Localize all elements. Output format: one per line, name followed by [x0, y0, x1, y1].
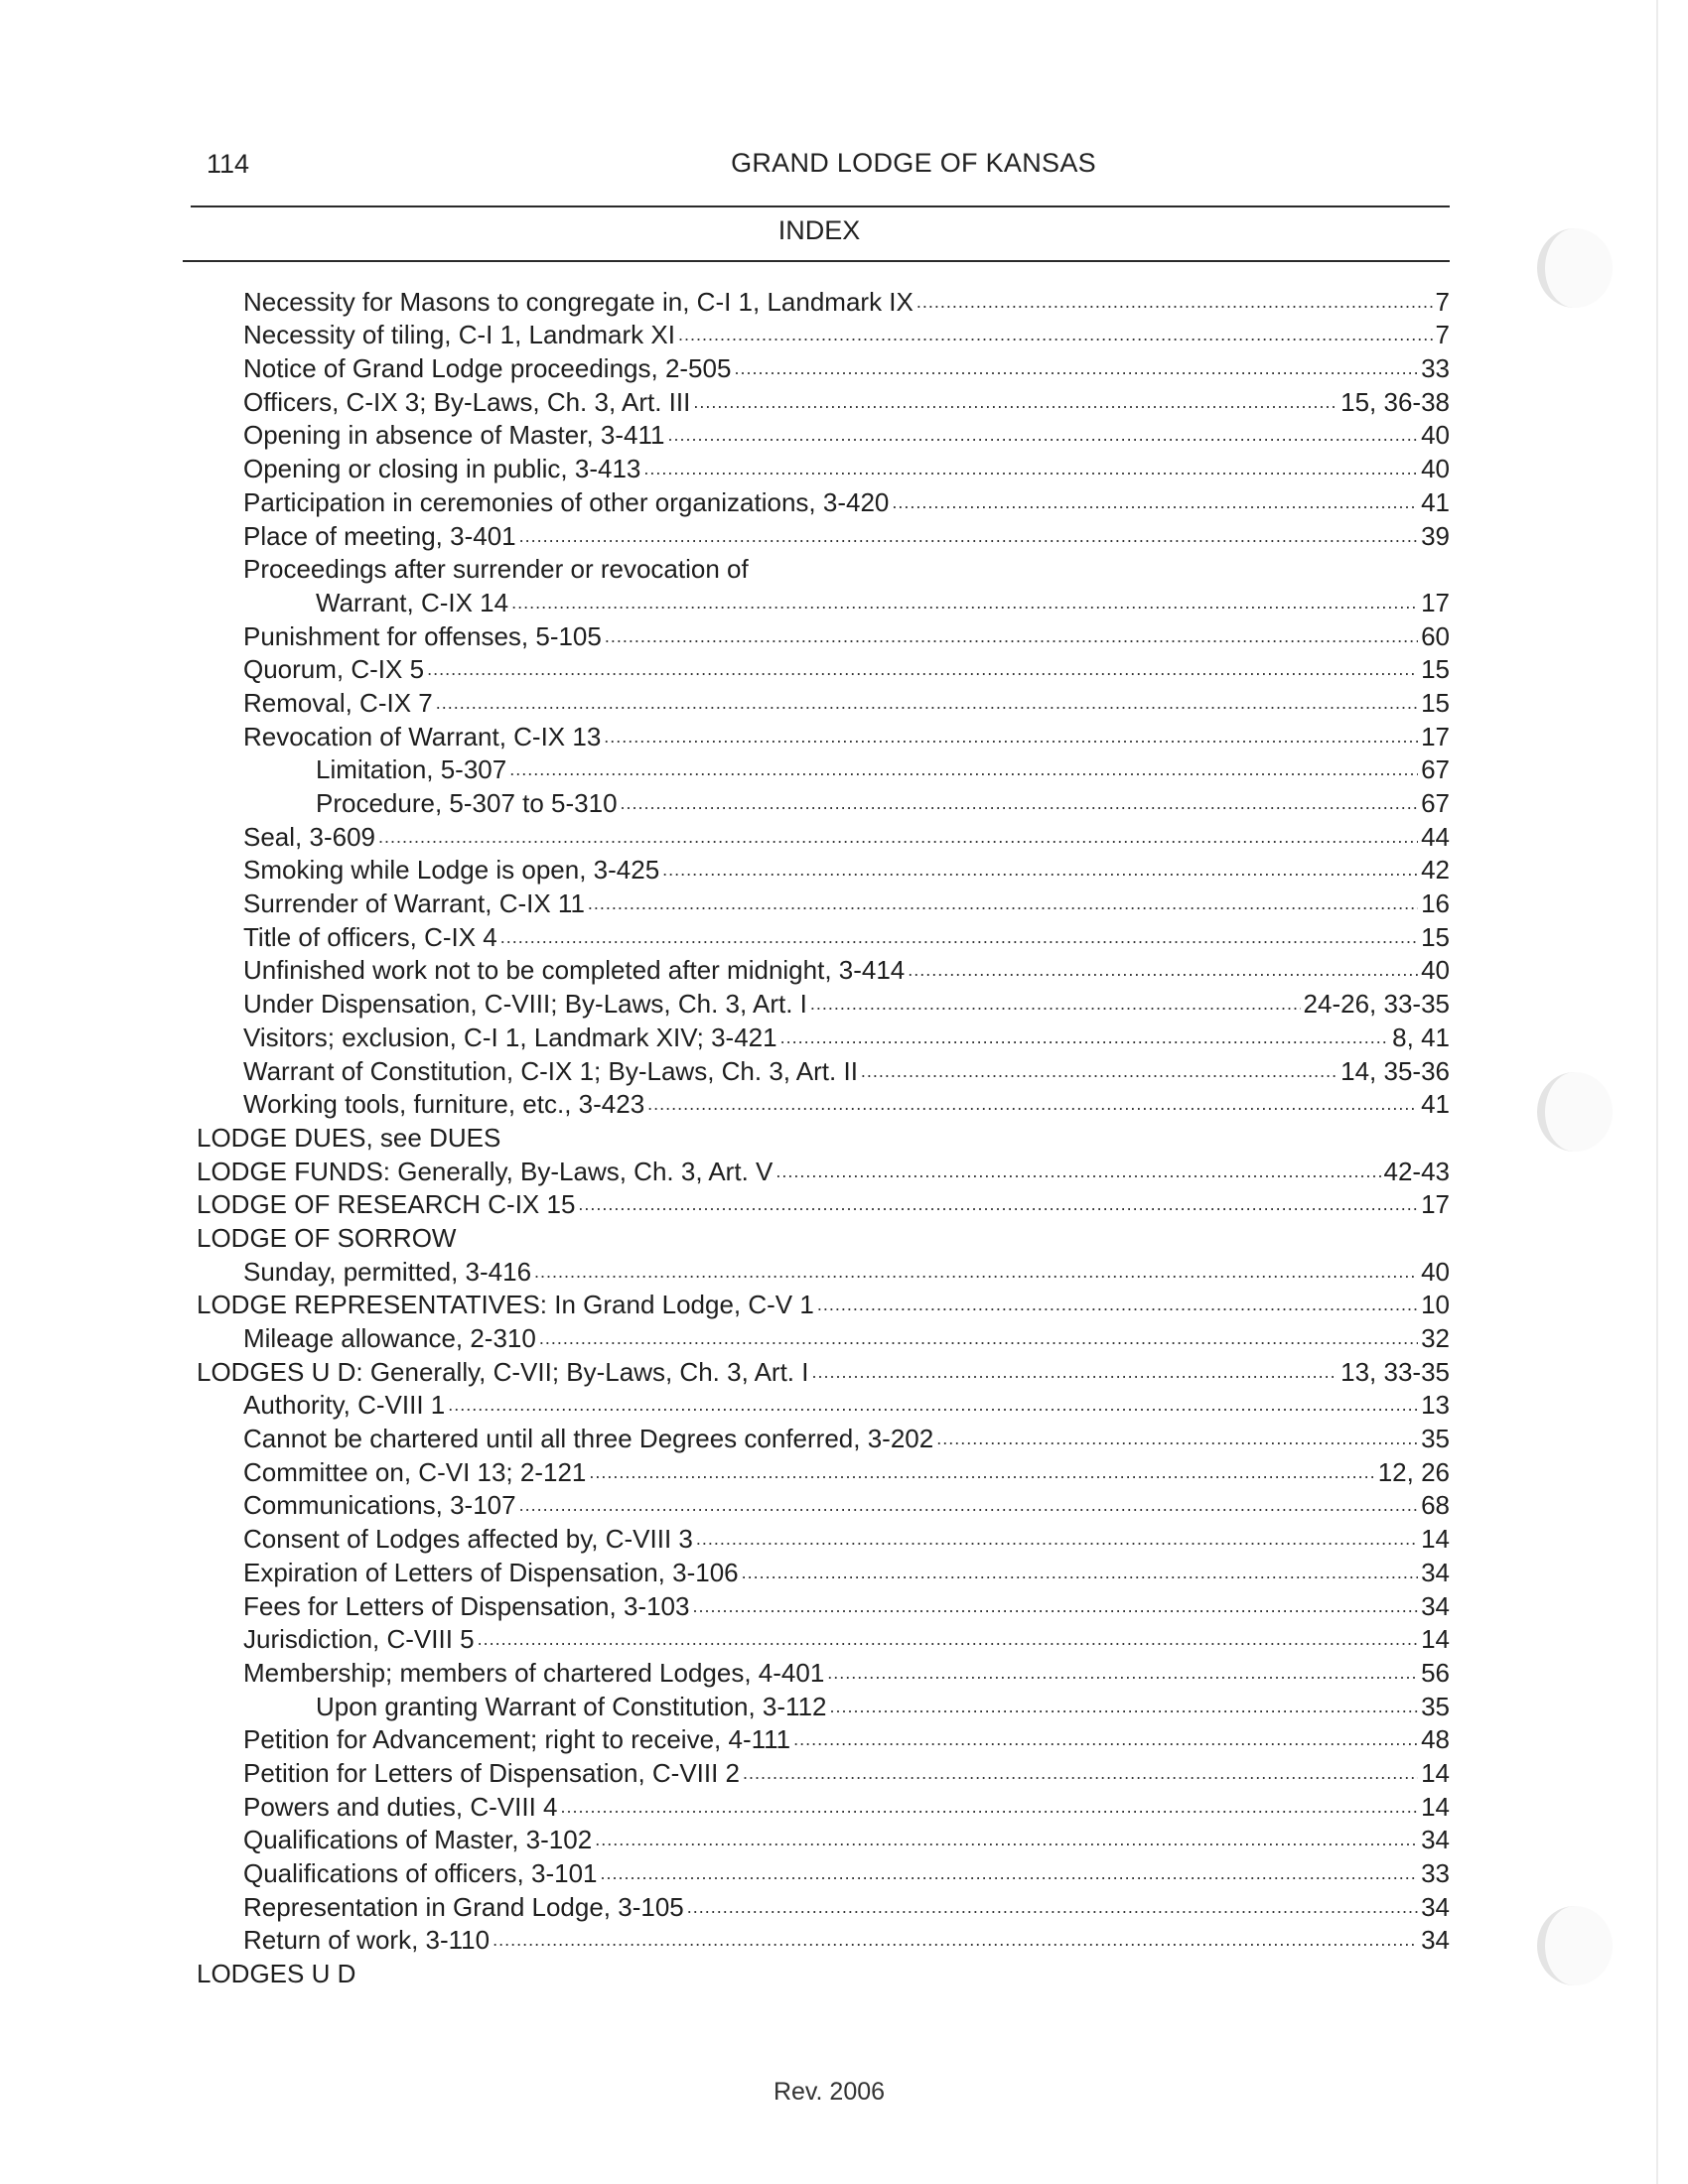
index-entry	[0, 1387, 1450, 1421]
index-entry	[0, 1287, 1450, 1320]
index-entry	[0, 718, 1450, 751]
index-entry	[0, 1788, 1450, 1822]
dot-leader	[817, 1294, 1418, 1319]
index-entry	[0, 1319, 1450, 1353]
dot-leader	[830, 1696, 1419, 1721]
index-entry-text: Fees for Letters of Dispensation, 3-103	[243, 1590, 690, 1621]
index-entry	[0, 1453, 1450, 1487]
index-entry-text: Participation in ceremonies of other organizations, 3-420	[243, 486, 890, 517]
index-entry-text: Title of officers, C-IX 4	[243, 921, 497, 952]
index-entry-text: Petition for Letters of Dispensation, C-VIII 2	[243, 1757, 741, 1788]
index-entry-page: 41	[1421, 1089, 1450, 1120]
index-entry-page: 67	[1421, 788, 1450, 818]
index-entry-page: 7	[1435, 320, 1450, 350]
index-entry	[0, 450, 1450, 483]
index-entry	[0, 1086, 1450, 1120]
index-entry-text: Unfinished work not to be completed after midnight, 3-414	[243, 955, 906, 986]
index-entry	[0, 1019, 1450, 1052]
index-entry-text: LODGES U D: Generally, C-VII; By-Laws, Ch. 3, Art. I	[197, 1356, 809, 1387]
index-entry-text: Necessity of tiling, C-I 1, Landmark XI	[243, 320, 675, 350]
dot-leader	[936, 1428, 1418, 1453]
index-entry	[0, 1520, 1450, 1554]
dot-leader	[604, 726, 1418, 751]
dot-leader	[511, 592, 1418, 617]
index-entry-page: 10	[1421, 1290, 1450, 1320]
index-entry	[0, 1554, 1450, 1587]
index-entry	[0, 1721, 1450, 1755]
index-entry-page: 35	[1421, 1424, 1450, 1454]
index-entry-page: 15	[1421, 654, 1450, 685]
index-entry	[0, 985, 1450, 1019]
index-entry-page: 13	[1421, 1390, 1450, 1421]
index-entry	[0, 1955, 1450, 1988]
index-entry-page: 44	[1421, 821, 1450, 852]
index-entry	[0, 517, 1450, 551]
index-entry	[0, 1420, 1450, 1453]
dot-leader	[643, 458, 1418, 483]
index-entry-text: Under Dispensation, C-VIII; By-Laws, Ch. 3, Art. I	[243, 989, 807, 1020]
index-entry	[0, 283, 1450, 317]
index-entry-text: Procedure, 5-307 to 5-310	[316, 788, 618, 818]
index-entry-text: Return of work, 3-110	[243, 1925, 491, 1956]
index-entry	[0, 1219, 1450, 1253]
index-entry-text: LODGE REPRESENTATIVES: In Grand Lodge, C-V 1	[197, 1290, 814, 1320]
index-entry-page: 68	[1421, 1490, 1450, 1521]
dot-leader	[588, 892, 1418, 918]
index-entry	[0, 1822, 1450, 1855]
index-entry-text: Punishment for offenses, 5-105	[243, 620, 602, 651]
index-entry-page: 14	[1421, 1524, 1450, 1555]
index-entry-text: Expiration of Letters of Dispensation, 3-106	[243, 1557, 739, 1587]
dot-leader	[780, 1026, 1390, 1052]
index-entry-text: Qualifications of Master, 3-102	[243, 1825, 593, 1855]
dot-leader	[589, 1461, 1374, 1487]
dot-leader	[667, 424, 1418, 450]
index-entry-page: 14	[1421, 1791, 1450, 1822]
dot-leader	[448, 1394, 1418, 1420]
index-entry-text: LODGE OF RESEARCH C-IX 15	[197, 1189, 576, 1220]
header-rule-top	[191, 205, 1450, 207]
index-entry	[0, 584, 1450, 617]
index-entry-page: 34	[1421, 1825, 1450, 1855]
index-entry-text: Cannot be chartered until all three Degrees conferred, 3-202	[243, 1424, 934, 1454]
index-entry-page: 40	[1421, 955, 1450, 986]
index-entry	[0, 1052, 1450, 1086]
dot-leader	[892, 491, 1418, 517]
dot-leader	[861, 1060, 1337, 1086]
index-entry-page: 14	[1421, 1624, 1450, 1655]
index-entry	[0, 317, 1450, 350]
dot-leader	[600, 1862, 1418, 1888]
index-entry-text: Place of meeting, 3-401	[243, 520, 516, 551]
index-entry-page: 60	[1421, 620, 1450, 651]
index-entry-text: Limitation, 5-307	[316, 754, 507, 785]
index-entry	[0, 1922, 1450, 1956]
index-entry-text: Opening in absence of Master, 3-411	[243, 420, 665, 451]
index-heading: INDEX	[777, 215, 861, 245]
index-entry-text: LODGE FUNDS: Generally, By-Laws, Ch. 3, Art. V	[197, 1156, 774, 1186]
index-entry-page: 17	[1421, 587, 1450, 617]
index-entry	[0, 751, 1450, 785]
dot-leader	[647, 1093, 1418, 1119]
dot-leader	[578, 1193, 1418, 1219]
index-entry-page: 34	[1421, 1891, 1450, 1922]
index-entry-text: Working tools, furniture, etc., 3-423	[243, 1089, 645, 1120]
index-entry-text: Necessity for Masons to congregate in, C-I 1, Landmark IX	[243, 286, 914, 317]
dot-leader	[793, 1728, 1418, 1754]
index-entry-text: Quorum, C-IX 5	[243, 654, 425, 685]
index-entry-text: Consent of Lodges affected by, C-VIII 3	[243, 1524, 693, 1555]
index-entry-text: Smoking while Lodge is open, 3-425	[243, 855, 660, 886]
index-entry	[0, 617, 1450, 651]
index-entry	[0, 1688, 1450, 1721]
dot-leader	[687, 1896, 1418, 1922]
index-entry	[0, 1119, 1450, 1153]
index-entry	[0, 1153, 1450, 1186]
dot-leader	[621, 792, 1419, 818]
dot-leader	[595, 1829, 1418, 1854]
index-entry	[0, 1353, 1450, 1387]
index-entry-text: Officers, C-IX 3; By-Laws, Ch. 3, Art. III	[243, 386, 691, 417]
dot-leader	[916, 291, 1433, 317]
index-entry-page: 34	[1421, 1590, 1450, 1621]
index-entry-text: Proceedings after surrender or revocation of	[243, 554, 749, 585]
revision-footer: Rev. 2006	[773, 2078, 886, 2106]
index-entry	[0, 684, 1450, 718]
running-title: GRAND LODGE OF KANSAS	[731, 148, 1096, 178]
index-entry-page: 40	[1421, 1256, 1450, 1287]
index-entry-page: 40	[1421, 454, 1450, 484]
dot-leader	[560, 1796, 1418, 1822]
index-entry-text: Authority, C-VIII 1	[243, 1390, 446, 1421]
index-entry-page: 67	[1421, 754, 1450, 785]
index-entry	[0, 784, 1450, 818]
index-entry-text: Petition for Advancement; right to receive, 4-111	[243, 1724, 791, 1755]
dot-leader	[693, 391, 1337, 417]
index-entry	[0, 1854, 1450, 1888]
index-entry-page: 33	[1421, 1858, 1450, 1888]
index-entry	[0, 1621, 1450, 1655]
index-entry	[0, 1186, 1450, 1220]
index-entry-text: LODGE DUES, see DUES	[197, 1122, 501, 1153]
index-entry	[0, 952, 1450, 986]
index-entry	[0, 483, 1450, 517]
index-entry-text: Qualifications of officers, 3-101	[243, 1858, 598, 1888]
index-entry-page: 42	[1421, 855, 1450, 886]
header-rule-bottom	[183, 260, 1450, 262]
index-entry-text: Mileage allowance, 2-310	[243, 1323, 536, 1353]
dot-leader	[492, 1929, 1418, 1955]
dot-leader	[696, 1528, 1418, 1554]
index-entry-page: 39	[1421, 520, 1450, 551]
index-entry	[0, 383, 1450, 417]
index-entry-page: 41	[1421, 486, 1450, 517]
dot-leader	[605, 625, 1418, 651]
index-entry-page: 24-26, 33-35	[1303, 989, 1450, 1020]
index-entry	[0, 1754, 1450, 1788]
index-entry	[0, 1487, 1450, 1521]
index-entry	[0, 818, 1450, 852]
dot-leader	[519, 1494, 1419, 1520]
index-entry-text: Powers and duties, C-VIII 4	[243, 1791, 558, 1822]
index-entry	[0, 918, 1450, 952]
index-entry-page: 13, 33-35	[1340, 1356, 1450, 1387]
index-entry-text: Sunday, permitted, 3-416	[243, 1256, 532, 1287]
index-entry-text: Communications, 3-107	[243, 1490, 516, 1521]
index-entry-text: Notice of Grand Lodge proceedings, 2-505	[243, 353, 732, 384]
index-entry-page: 16	[1421, 888, 1450, 919]
index-entry-page: 15	[1421, 921, 1450, 952]
index-entry-text: LODGE OF SORROW	[197, 1222, 457, 1253]
dot-leader	[519, 525, 1418, 551]
index-entry-text: Seal, 3-609	[243, 821, 375, 852]
index-entry-text: Upon granting Warrant of Constitution, 3-112	[316, 1691, 827, 1721]
dot-leader	[734, 357, 1418, 383]
index-entry-list	[0, 283, 1688, 1988]
index-entry-page: 35	[1421, 1691, 1450, 1721]
index-entry-page: 14	[1421, 1757, 1450, 1788]
index-entry	[0, 1253, 1450, 1287]
index-entry-page: 17	[1421, 721, 1450, 751]
dot-leader	[827, 1662, 1418, 1688]
dot-leader	[539, 1327, 1418, 1353]
index-entry	[0, 1654, 1450, 1688]
index-entry	[0, 1888, 1450, 1922]
index-entry-text: Warrant of Constitution, C-IX 1; By-Laws, Ch. 3, Art. II	[243, 1055, 858, 1086]
index-entry-page: 34	[1421, 1557, 1450, 1587]
index-entry-page: 15	[1421, 687, 1450, 718]
index-entry-page: 34	[1421, 1925, 1450, 1956]
index-entry-page: 7	[1435, 286, 1450, 317]
index-entry-text: LODGES U D	[197, 1959, 356, 1989]
dot-leader	[908, 959, 1418, 985]
index-entry-page: 40	[1421, 420, 1450, 451]
dot-leader	[500, 926, 1418, 952]
index-entry-text: Removal, C-IX 7	[243, 687, 433, 718]
index-entry-text: Opening or closing in public, 3-413	[243, 454, 641, 484]
index-entry-page: 56	[1421, 1657, 1450, 1688]
index-entry-page: 17	[1421, 1189, 1450, 1220]
index-entry	[0, 885, 1450, 918]
dot-leader	[478, 1628, 1418, 1654]
dot-leader	[662, 859, 1418, 885]
dot-leader	[742, 1562, 1418, 1587]
index-entry-page: 8, 41	[1392, 1022, 1450, 1052]
index-entry	[0, 417, 1450, 451]
index-entry-text: Warrant, C-IX 14	[316, 587, 509, 617]
dot-leader	[678, 324, 1433, 349]
dot-leader	[534, 1261, 1418, 1287]
dot-leader	[509, 758, 1418, 784]
index-entry	[0, 651, 1450, 685]
index-entry-text: Jurisdiction, C-VIII 5	[243, 1624, 475, 1655]
dot-leader	[775, 1160, 1380, 1186]
dot-leader	[810, 993, 1301, 1019]
index-entry-page: 15, 36-38	[1340, 386, 1450, 417]
dot-leader	[692, 1595, 1418, 1621]
index-entry-text: Committee on, C-VI 13; 2-121	[243, 1456, 587, 1487]
index-entry-text: Revocation of Warrant, C-IX 13	[243, 721, 602, 751]
index-entry-page: 42-43	[1383, 1156, 1450, 1186]
index-entry	[0, 551, 1450, 585]
dot-leader	[436, 692, 1418, 718]
index-entry	[0, 852, 1450, 886]
page-number: 114	[207, 149, 250, 179]
dot-leader	[378, 826, 1418, 852]
index-entry-text: Visitors; exclusion, C-I 1, Landmark XIV; 3-421	[243, 1022, 777, 1052]
index-entry-text: Representation in Grand Lodge, 3-105	[243, 1891, 684, 1922]
index-entry-page: 12, 26	[1377, 1456, 1450, 1487]
dot-leader	[743, 1762, 1418, 1788]
index-entry-text: Surrender of Warrant, C-IX 11	[243, 888, 585, 919]
index-entry-page: 14, 35-36	[1340, 1055, 1450, 1086]
dot-leader	[811, 1361, 1337, 1387]
index-entry	[0, 349, 1450, 383]
dot-leader	[427, 658, 1418, 684]
index-entry-page: 33	[1421, 353, 1450, 384]
index-entry	[0, 1587, 1450, 1621]
index-entry-page: 32	[1421, 1323, 1450, 1353]
index-entry-page: 48	[1421, 1724, 1450, 1755]
index-entry-text: Membership; members of chartered Lodges, 4-401	[243, 1657, 825, 1688]
